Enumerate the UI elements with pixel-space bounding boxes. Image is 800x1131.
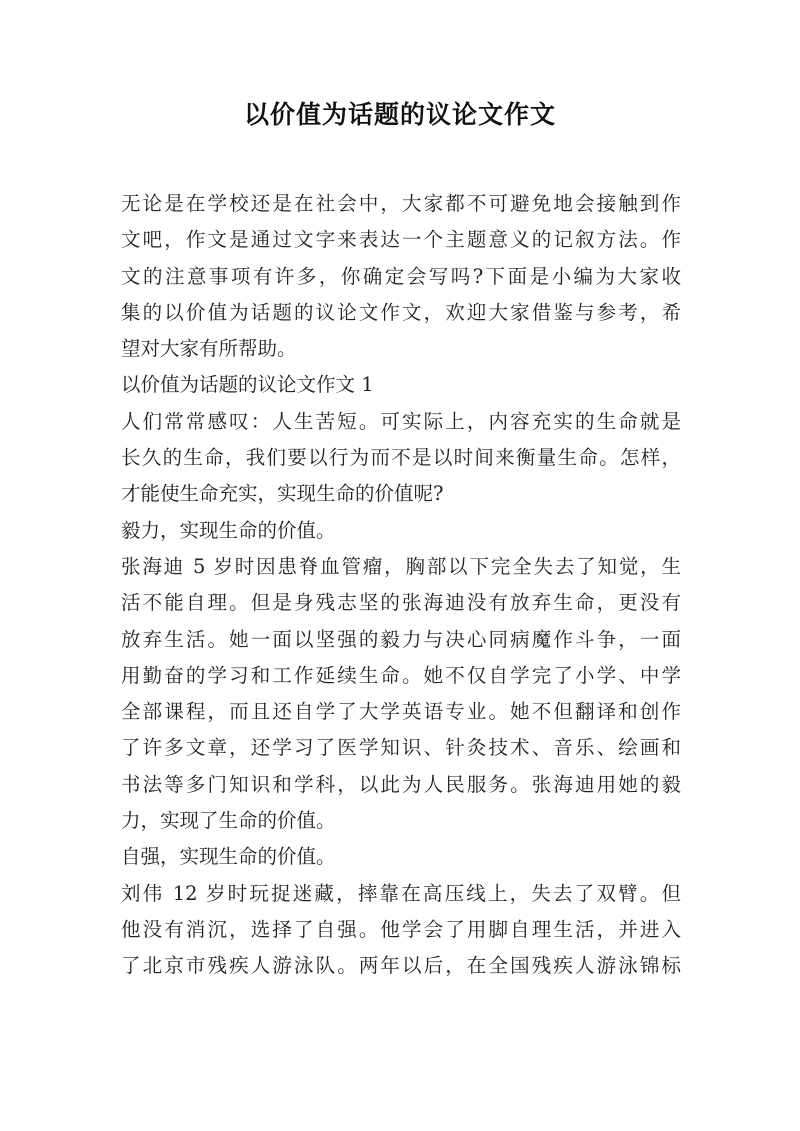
text-line: 文的注意事项有许多，你确定会写吗?下面是小编为大家收	[121, 264, 681, 288]
text-line: 集的以价值为话题的议论文作文，欢迎大家借鉴与参考，希	[121, 300, 681, 324]
document-body	[121, 186, 681, 985]
text-line: 人们常常感叹：人生苦短。可实际上，内容充实的生命就是	[121, 409, 681, 433]
subheading: 自强，实现生命的价值。	[121, 845, 336, 869]
section-heading: 以价值为话题的议论文作文 1	[121, 373, 374, 397]
text-line: 书法等多门知识和学科，以此为人民服务。张海迪用她的毅	[121, 772, 681, 796]
text-line: 长久的生命，我们要以行为而不是以时间来衡量生命。怎样，	[121, 446, 681, 470]
text-line: 望对大家有所帮助。	[121, 337, 297, 361]
text-line: 全部课程，而且还自学了大学英语专业。她不但翻译和创作	[121, 700, 681, 724]
text-line: 刘伟 12 岁时玩捉迷藏，摔靠在高压线上，失去了双臂。但	[121, 881, 681, 905]
text-line: 张海迪 5 岁时因患脊血管瘤，胸部以下完全失去了知觉，生	[121, 554, 681, 578]
text-line: 了北京市残疾人游泳队。两年以后，在全国残疾人游泳锦标	[121, 954, 681, 978]
text-line: 无论是在学校还是在社会中，大家都不可避免地会接触到作	[121, 192, 681, 215]
text-line: 了许多文章，还学习了医学知识、针灸技术、音乐、绘画和	[121, 736, 681, 760]
text-line: 文吧，作文是通过文字来表达一个主题意义的记叙方法。作	[121, 228, 681, 252]
text-line: 活不能自理。但是身残志坚的张海迪没有放弃生命，更没有	[121, 591, 681, 615]
text-line: 他没有消沉，选择了自强。他学会了用脚自理生活，并进入	[121, 917, 681, 941]
subheading: 毅力，实现生命的价值。	[121, 518, 336, 542]
text-line: 用勤奋的学习和工作延续生命。她不仅自学完了小学、中学	[121, 663, 681, 687]
document-title: 以价值为话题的议论文作文	[243, 100, 556, 129]
text-line: 才能使生命充实，实现生命的价值呢?	[121, 482, 444, 506]
text-line: 力，实现了生命的价值。	[121, 809, 336, 833]
text-line: 放弃生活。她一面以坚强的毅力与决心同病魔作斗争，一面	[121, 627, 681, 651]
